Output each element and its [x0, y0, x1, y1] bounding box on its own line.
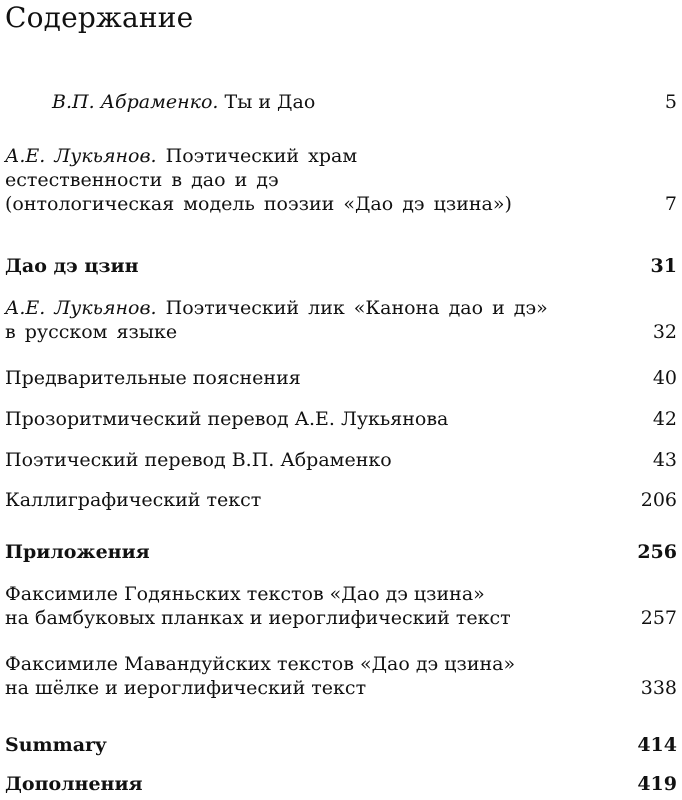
- toc-section-dao-de-jing[interactable]: [5, 254, 677, 278]
- toc-entry-guodian-facsimile[interactable]: [5, 582, 677, 630]
- entry-author: А.Е. Лукьянов.: [5, 297, 157, 319]
- toc-section-summary[interactable]: [5, 733, 677, 757]
- entry-page-number: 32: [652, 321, 677, 343]
- entry-title: Прозоритмический перевод А.Е. Лукьянова: [5, 408, 449, 430]
- toc-entry-preliminary-notes[interactable]: [5, 366, 677, 390]
- entry-page-number: 42: [652, 408, 677, 430]
- toc-entry-lukyanov-poetic-face[interactable]: [5, 296, 677, 344]
- entry-title-line-2: естественности в дао и дэ: [5, 169, 279, 191]
- toc-entry-line: [5, 192, 677, 216]
- entry-title: Предварительные пояснения: [5, 367, 301, 389]
- entry-title-line-2: на бамбуковых планках и иероглифический текст: [5, 607, 511, 629]
- toc-entry-calligraphic-text[interactable]: [5, 488, 677, 512]
- entry-author: В.П. Абраменко.: [52, 91, 219, 113]
- toc-entry-line: [52, 90, 677, 114]
- toc-entry-mawangdui-facsimile[interactable]: [5, 652, 677, 700]
- entry-title: Поэтический перевод В.П. Абраменко: [5, 449, 392, 471]
- entry-page-number: 414: [637, 734, 677, 756]
- toc-section-additions[interactable]: [5, 772, 677, 796]
- entry-title-line-2: на шёлке и иероглифический текст: [5, 677, 367, 699]
- toc-entry-prose-rhythmic-translation[interactable]: [5, 407, 677, 431]
- section-title: Приложения: [5, 541, 150, 563]
- entry-page-number: 419: [637, 773, 677, 795]
- entry-page-number: 257: [640, 607, 677, 629]
- toc-entry-poetic-translation[interactable]: [5, 448, 677, 472]
- entry-title: Каллиграфический текст: [5, 489, 262, 511]
- entry-title-line-2: в русском языке: [5, 321, 178, 343]
- entry-page-number: 43: [652, 449, 677, 471]
- toc-entry-lukyanov-poetic-temple[interactable]: [5, 144, 677, 216]
- entry-page-number: 40: [652, 367, 677, 389]
- toc-entry-line: [5, 144, 677, 168]
- entry-page-number: 31: [650, 255, 677, 277]
- entry-title-line-3: (онтологическая модель поэзии «Дао дэ цзина»): [5, 193, 512, 215]
- section-title: Дополнения: [5, 773, 143, 795]
- toc-entry-abramenko-you-and-dao[interactable]: [52, 90, 677, 114]
- page-title: Содержание: [5, 1, 194, 34]
- section-title: Дао дэ цзин: [5, 255, 139, 277]
- entry-title-line-1: Факсимиле Годяньских текстов «Дао дэ цзина»: [5, 583, 485, 605]
- toc-section-appendices[interactable]: [5, 540, 677, 564]
- entry-author: А.Е. Лукьянов.: [5, 145, 157, 167]
- section-title: Summary: [5, 734, 107, 756]
- entry-page-number: 206: [640, 489, 677, 511]
- entry-page-number: 7: [664, 193, 677, 215]
- entry-title-line-1: Факсимиле Мавандуйских текстов «Дао дэ цзина»: [5, 653, 516, 675]
- entry-title-line-1: Поэтический лик «Канона дао и дэ»: [165, 297, 548, 319]
- entry-page-number: 338: [640, 677, 677, 699]
- entry-title-line-1: Поэтический храм: [165, 145, 358, 167]
- entry-page-number: 256: [637, 541, 677, 563]
- entry-title: Ты и Дао: [224, 91, 316, 113]
- entry-page-number: 5: [664, 91, 677, 113]
